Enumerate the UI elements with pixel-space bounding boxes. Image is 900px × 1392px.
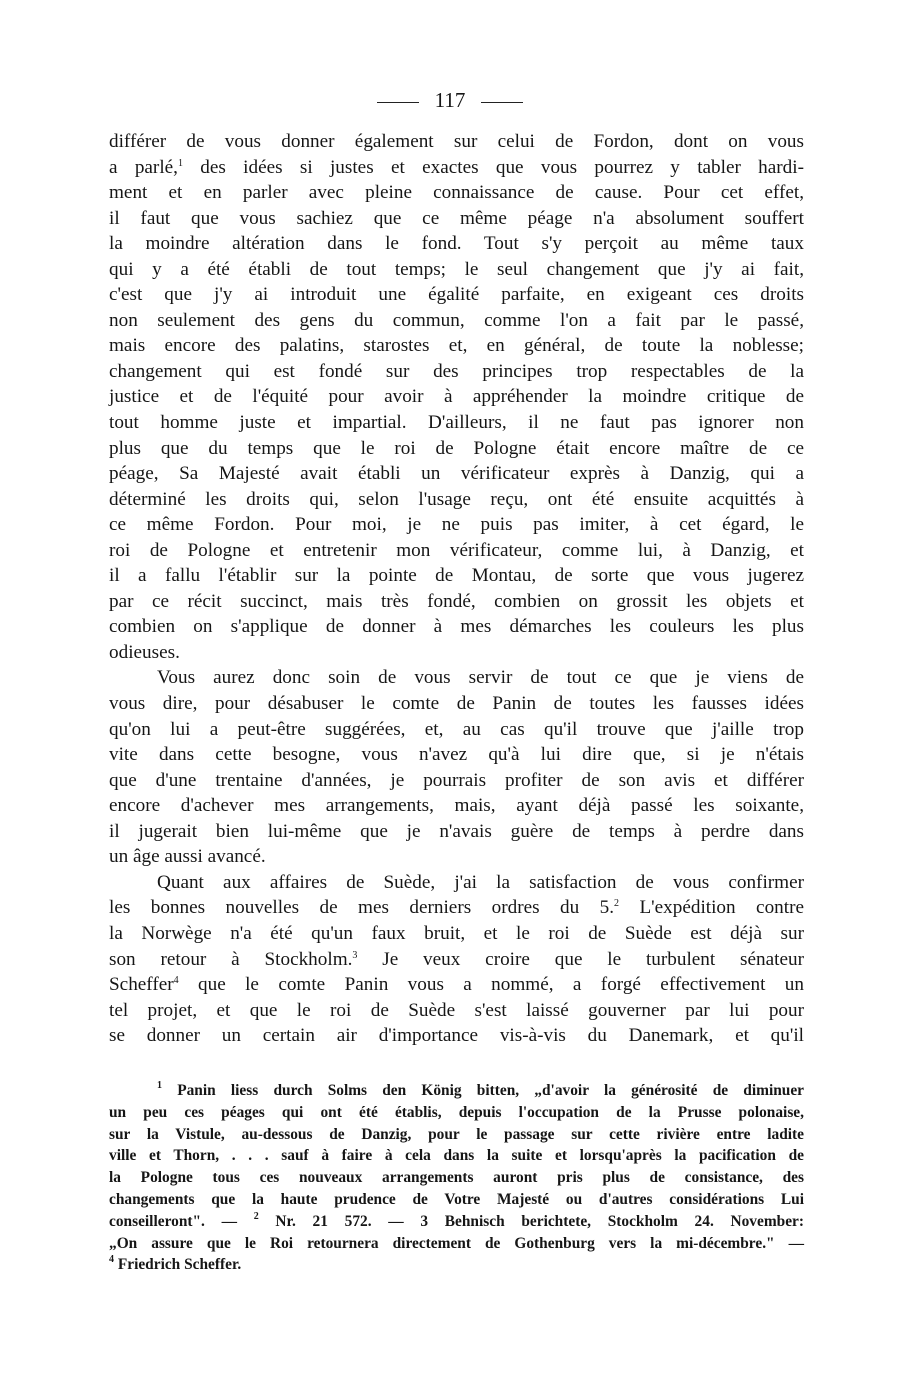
- body-line: encore d'achever mes arrangements, mais, ayant déjà passé les soixante,: [109, 795, 804, 817]
- body-line: qui y a été établi de tout temps; le seul changement que j'y ai fait,: [109, 258, 804, 280]
- line-text: Je veux croire que le turbulent sénateur: [357, 948, 804, 970]
- body-line: Vous aurez donc soin de vous servir de tout ce que je viens de: [157, 667, 804, 689]
- body-line: c'est que j'y ai introduit une égalité parfaite, en exigeant ces droits: [109, 284, 804, 306]
- body-line: Quant aux affaires de Suède, j'ai la satisfaction de vous confirmer: [157, 871, 804, 893]
- main-text: [109, 129, 804, 1049]
- body-line: vite dans cette besogne, vous n'avez qu'à lui dire que, si je n'étais: [109, 744, 804, 766]
- footnote-line: sur la Vistule, au-dessous de Danzig, pour le passage sur cette rivière entre ladite: [109, 1125, 804, 1143]
- footnote-line: [109, 1211, 804, 1233]
- header-rule-right: [481, 102, 523, 103]
- body-line: se donner un certain air d'importance vis-à-vis du Danemark, et qu'il: [109, 1025, 804, 1047]
- body-line: qu'on lui a peut-être suggérées, et, au cas qu'il trouve que j'aille trop: [109, 718, 804, 740]
- body-line: la Norwège n'a été qu'un faux bruit, et le roi de Suède est déjà sur: [109, 922, 804, 944]
- body-line: [109, 895, 804, 921]
- body-line: roi de Pologne et entretenir mon vérificateur, comme lui, à Danzig, et: [109, 539, 804, 561]
- footnote-marker: 2: [614, 898, 620, 910]
- line-text: son retour à Stockholm.: [109, 948, 353, 970]
- line-text: Nr. 21 572. — 3 Behnisch berichtete, Stockholm 24. November:: [258, 1212, 805, 1230]
- body-line: que d'une trentaine d'années, je pourrais profiter de son avis et différer: [109, 769, 804, 791]
- body-line: par ce récit succinct, mais très fondé, combien on grossit les objets et: [109, 590, 804, 612]
- footnote-line: la Pologne tous ces nouveaux arrangements auront pris plus de consistance, des: [109, 1169, 804, 1187]
- body-line: ment et en parler avec pleine connaissance de cause. Pour cet effet,: [109, 182, 804, 204]
- footnote-line: [109, 1254, 804, 1276]
- footnote-marker: 4: [109, 1254, 114, 1266]
- header-rule-left: [377, 102, 419, 103]
- body-line: différer de vous donner également sur celui de Fordon, dont on vous: [109, 131, 804, 152]
- line-text: conseilleront". —: [109, 1212, 254, 1230]
- footnote-marker: 1: [157, 1080, 162, 1091]
- footnote-marker: 4: [173, 975, 179, 987]
- footnotes: [109, 1080, 804, 1276]
- line-text: les bonnes nouvelles de mes derniers ordres du 5.: [109, 897, 615, 919]
- body-line: péage, Sa Majesté avait établi un vérificateur exprès à Danzig, qui a: [109, 463, 804, 485]
- body-line: combien on s'applique de donner à mes démarches les couleurs les plus: [109, 616, 804, 638]
- line-text: a parlé,: [109, 156, 178, 178]
- body-line: tout homme juste et impartial. D'ailleurs, il ne faut pas ignorer non: [109, 412, 804, 434]
- body-line: [109, 972, 804, 998]
- line-text: Panin liess durch Solms den König bitten, „d'avoir la générosité de diminuer: [162, 1082, 804, 1099]
- line-text: que le comte Panin vous a nommé, a forgé effectivement un: [178, 974, 804, 996]
- footnote-line: ville et Thorn, . . . sauf à faire à cela dans la suite et lorsqu'après la pacification de: [109, 1147, 804, 1165]
- line-text: Friedrich Scheffer.: [114, 1256, 242, 1274]
- footnote-marker: 1: [177, 157, 183, 169]
- footnote-line: un peu ces péages qui ont été établis, depuis l'occupation de la Prusse polonaise,: [109, 1103, 804, 1121]
- body-line: [109, 155, 804, 181]
- body-line: il jugerait bien lui-même que je n'avais guère de temps à perdre dans: [109, 820, 804, 842]
- line-text: L'expédition contre: [619, 897, 804, 919]
- footnote-line: changements que la haute prudence de Votre Majesté ou d'autres considérations Lui: [109, 1190, 804, 1208]
- body-line: ce même Fordon. Pour moi, je ne puis pas imiter, à cet égard, le: [109, 514, 804, 536]
- body-line: la moindre altération dans le fond. Tout s'y perçoit au même taux: [109, 233, 804, 255]
- page-number: 117: [434, 88, 466, 112]
- body-line: vous dire, pour désabuser le comte de Panin de toutes les fausses idées: [109, 693, 804, 715]
- footnote-marker: 3: [352, 949, 358, 961]
- body-line: il a fallu l'établir sur la pointe de Montau, de sorte que vous jugerez: [109, 565, 804, 587]
- body-line: changement qui est fondé sur des principes trop respectables de la: [109, 360, 804, 382]
- body-line: plus que du temps que le roi de Pologne était encore maître de ce: [109, 437, 804, 459]
- body-line: justice et de l'équité pour avoir à appréhender la moindre critique de: [109, 386, 804, 408]
- body-line: non seulement des gens du commun, comme l'on a fait par le passé,: [109, 309, 804, 331]
- footnote-marker: 2: [253, 1210, 259, 1222]
- body-line: il faut que vous sachiez que ce même péage n'a absolument souffert: [109, 207, 804, 229]
- body-line: odieuses.: [109, 641, 180, 663]
- line-text: des idées si justes et exactes que vous pourrez y tabler hardi-: [182, 156, 804, 178]
- footnote-line: „On assure que le Roi retournera directement de Gothenburg vers la mi-décembre." —: [109, 1234, 804, 1252]
- body-line: déterminé les droits qui, selon l'usage reçu, ont été ensuite acquittés à: [109, 488, 804, 510]
- body-line: mais encore des palatins, starostes et, en général, de toute la noblesse;: [109, 335, 804, 357]
- body-line: un âge aussi avancé.: [109, 846, 266, 868]
- line-text: Scheffer: [109, 974, 174, 996]
- body-line: tel projet, et que le roi de Suède s'est laissé gouverner par lui pour: [109, 999, 804, 1021]
- footnote-line: [109, 1080, 804, 1102]
- page-header: [0, 88, 900, 112]
- body-line: [109, 947, 804, 973]
